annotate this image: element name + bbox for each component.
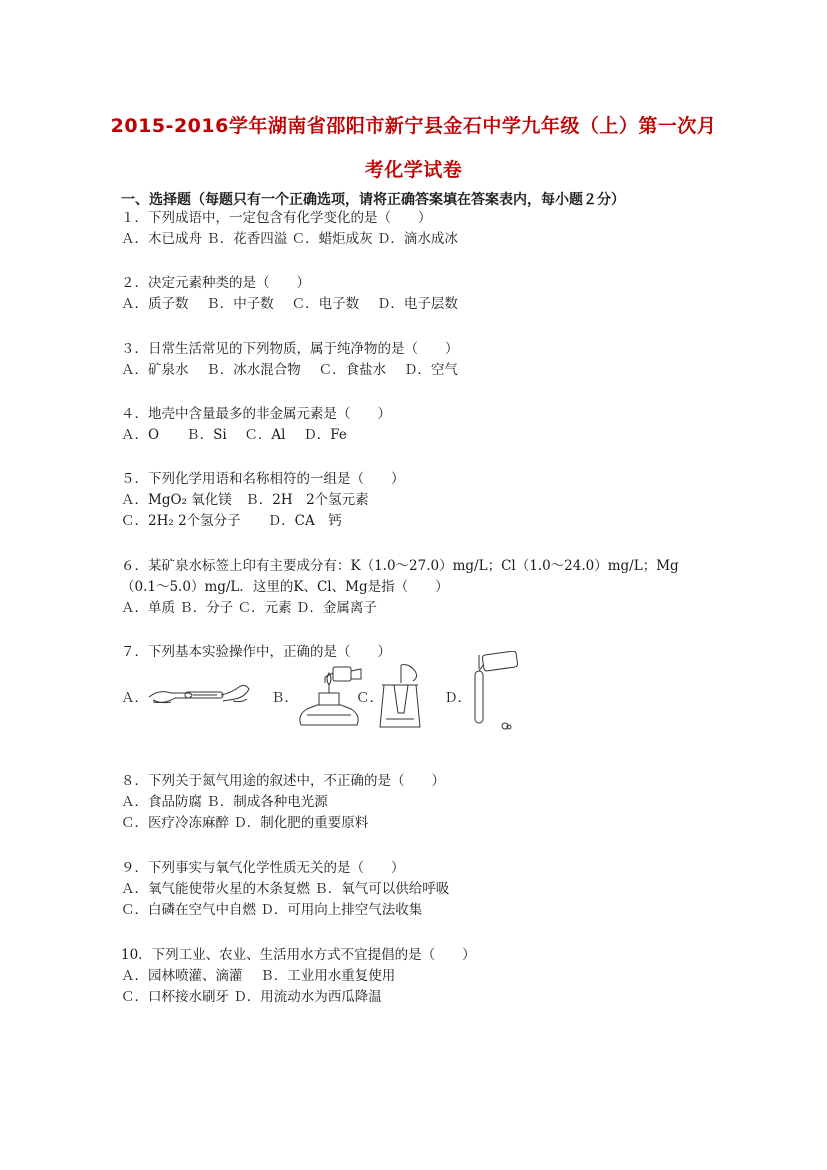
question-3 xyxy=(121,339,721,381)
pouring-liquid-test-tube-image xyxy=(461,651,521,733)
question-7-option-c: Ｃ． xyxy=(356,690,383,706)
question-7-option-b: Ｂ． xyxy=(271,690,298,706)
question-4 xyxy=(121,404,721,446)
question-8-options-ab: Ａ．食品防腐 Ｂ．制成各种电光源 xyxy=(121,794,328,810)
question-6-stem-1: ６．某矿泉水标签上印有主要成分有：K（1.0～27.0）mg/L；Cl（1.0～24.0）mg/L；Mg xyxy=(121,558,679,574)
question-1 xyxy=(121,208,721,250)
question-5-options-cd: Ｃ．2H₂ 2个氢分子 Ｄ．CA 钙 xyxy=(121,513,342,529)
question-4-options: Ａ．O Ｂ．Si Ｃ．Al Ｄ．Fe xyxy=(121,427,347,443)
question-2-options: Ａ．质子数 Ｂ．中子数 Ｃ．电子数 Ｄ．电子层数 xyxy=(121,296,458,312)
question-5 xyxy=(121,469,721,532)
question-6-options: Ａ．单质 Ｂ．分子 Ｃ．元素 Ｄ．金属离子 xyxy=(121,600,377,616)
question-1-options: Ａ．木已成舟 Ｂ．花香四溢 Ｃ．蜡炬成灰 Ｄ．滴水成冰 xyxy=(121,231,458,247)
question-9-options-cd: Ｃ．白磷在空气中自燃 Ｄ．可用向上排空气法收集 xyxy=(121,902,423,918)
question-10-options-ab: Ａ．园林喷灌、滴灌 Ｂ．工业用水重复使用 xyxy=(121,968,396,984)
question-9-options-ab: Ａ．氧气能使带火星的木条复燃 Ｂ．氧气可以供给呼吸 xyxy=(121,881,450,897)
question-9 xyxy=(121,858,721,921)
question-7 xyxy=(121,642,721,733)
question-10 xyxy=(121,945,721,1008)
question-3-options: Ａ．矿泉水 Ｂ．冰水混合物 Ｃ．食盐水 Ｄ．空气 xyxy=(121,362,458,378)
beaker-dropper-image xyxy=(376,663,431,733)
question-2 xyxy=(121,273,721,315)
question-8-options-cd: Ｃ．医疗冷冻麻醉 Ｄ．制化肥的重要原料 xyxy=(121,815,369,831)
exam-title-line-1: 2015-2016学年湖南省邵阳市新宁县金石中学九年级（上）第一次月 xyxy=(110,115,717,137)
question-5-options-ab: Ａ．MgO₂ 氧化镁 Ｂ．2H 2个氢元素 xyxy=(121,492,369,508)
question-8 xyxy=(121,771,721,834)
question-8-stem: ８．下列关于氮气用途的叙述中，不正确的是（ ） xyxy=(121,773,445,789)
alcohol-lamp-lighting-image xyxy=(293,663,365,731)
question-2-stem: ２．决定元素种类的是（ ） xyxy=(121,275,310,291)
question-6 xyxy=(121,556,721,619)
question-7-option-d: Ｄ． xyxy=(444,690,471,706)
question-7-option-a: Ａ． xyxy=(121,690,148,706)
question-9-stem: ９．下列事实与氧气化学性质无关的是（ ） xyxy=(121,860,405,876)
question-5-stem: ５．下列化学用语和名称相符的一组是（ ） xyxy=(121,471,405,487)
question-6-stem-2: （0.1～5.0）mg/L．这里的K、Cl、Mg是指（ ） xyxy=(121,579,449,595)
question-3-stem: ３．日常生活常见的下列物质，属于纯净物的是（ ） xyxy=(121,341,459,357)
question-7-stem: ７．下列基本实验操作中，正确的是（ ） xyxy=(121,644,391,660)
question-10-options-cd: Ｃ．口杯接水刷牙 Ｄ．用流动水为西瓜降温 xyxy=(121,989,382,1005)
question-1-stem: １．下列成语中，一定包含有化学变化的是（ ） xyxy=(121,210,432,226)
hands-test-tube-image xyxy=(145,667,255,717)
question-7-figures xyxy=(121,663,721,733)
question-4-stem: ４．地壳中含量最多的非金属元素是（ ） xyxy=(121,406,391,422)
section-heading: 一、选择题（每题只有一个正确选项，请将正确答案填在答案表内，每小题２分） xyxy=(121,192,625,208)
exam-title-line-2: 考化学试卷 xyxy=(364,159,463,181)
question-10-stem: 10．下列工业、农业、生活用水方式不宜提倡的是（ ） xyxy=(121,947,476,963)
